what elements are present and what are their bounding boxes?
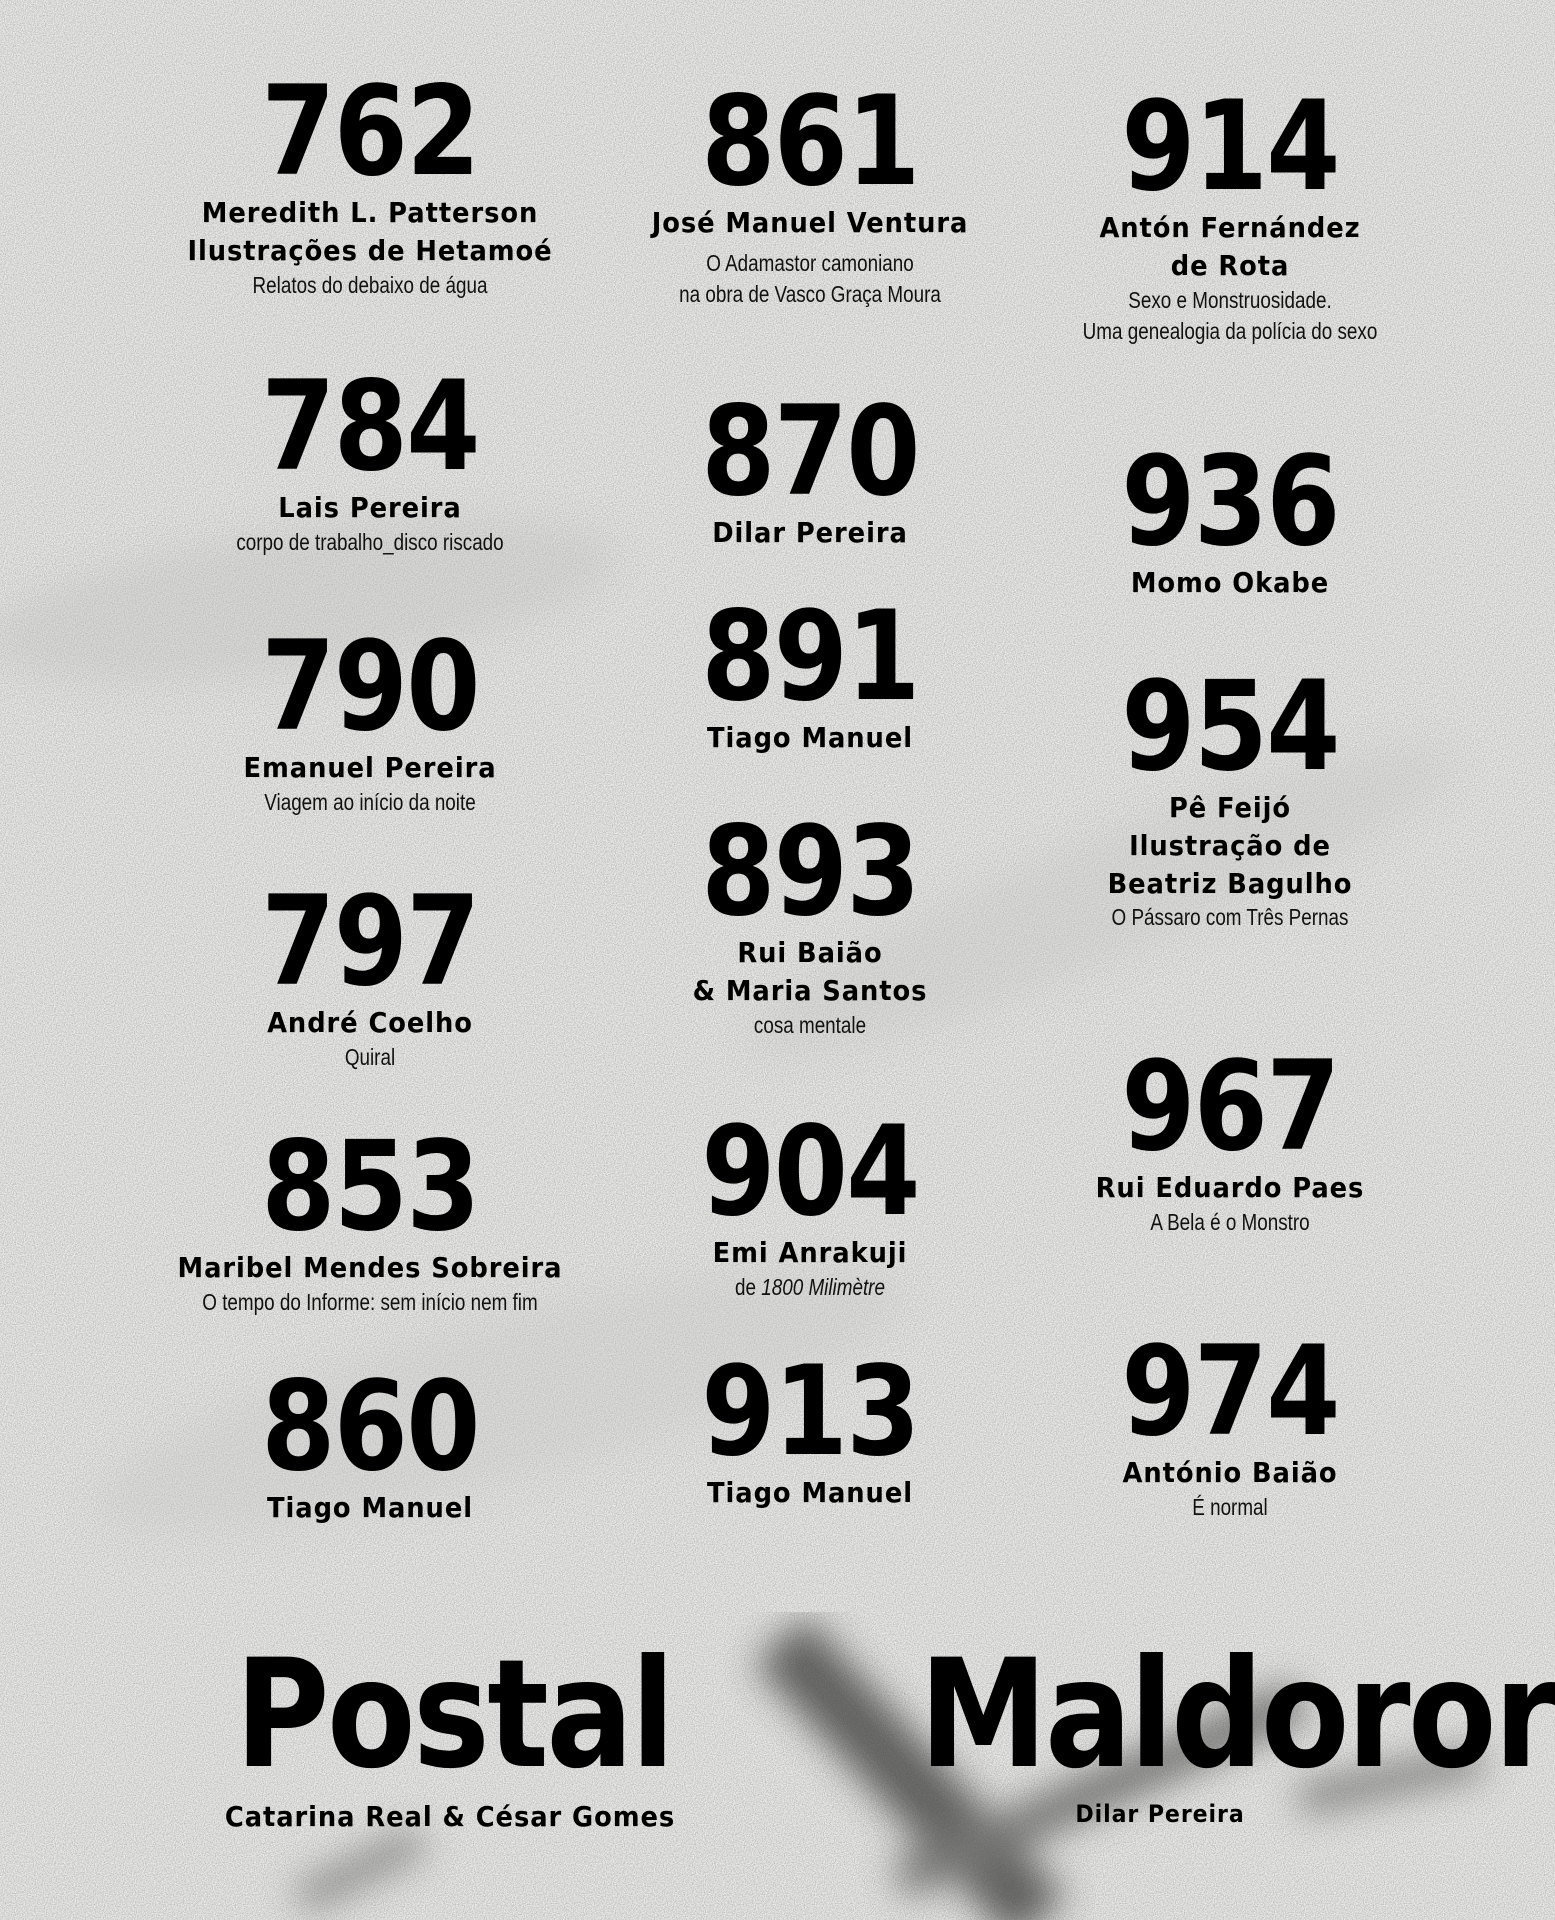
- entry-914[interactable]: [1020, 75, 1440, 347]
- entry-work-title: A Bela é o Monstro: [1150, 1208, 1310, 1235]
- work-prefix: de: [735, 1273, 757, 1300]
- entry-work-title: Viagem ao início da noite: [264, 788, 476, 815]
- entry-author: António Baião: [1122, 1456, 1338, 1489]
- entry-number: 860: [261, 1355, 479, 1499]
- entry-number: 936: [1121, 430, 1339, 574]
- entry-790[interactable]: [160, 615, 580, 818]
- entry-work-title: Sexo e Monstruosidade.: [1128, 286, 1332, 313]
- entry-author-line3: Beatriz Bagulho: [1107, 866, 1353, 900]
- entry-author: Lais Pereira: [278, 491, 462, 524]
- entry-853[interactable]: [160, 1115, 580, 1318]
- entry-author: Rui Baião: [737, 936, 883, 969]
- entry-967[interactable]: [1020, 1035, 1440, 1238]
- entry-work-title: O Pássaro com Três Pernas: [1111, 904, 1349, 931]
- entry-author: Meredith L. Patterson: [201, 196, 539, 229]
- entry-number: 967: [1121, 1035, 1339, 1179]
- entry-work-title: Quiral: [344, 1043, 396, 1070]
- entry-number: 893: [701, 800, 919, 944]
- entry-797[interactable]: [160, 870, 580, 1073]
- entry-number: 913: [701, 1340, 919, 1484]
- entry-974[interactable]: [1020, 1320, 1440, 1523]
- entry-work-title: [638, 1272, 982, 1303]
- entry-author: Rui Eduardo Paes: [1095, 1171, 1365, 1204]
- entry-author: Dilar Pereira: [712, 516, 908, 549]
- entry-author-line2: Ilustração de: [1129, 828, 1331, 862]
- entry-893[interactable]: [600, 800, 1020, 1041]
- entry-author: Emanuel Pereira: [243, 751, 497, 784]
- entry-860[interactable]: [160, 1355, 580, 1527]
- entry-work-title-line2: na obra de Vasco Graça Moura: [679, 280, 941, 307]
- entry-author: André Coelho: [267, 1006, 473, 1039]
- entry-number: 797: [261, 870, 479, 1014]
- entry-number: 861: [701, 70, 919, 214]
- entry-author: Pê Feijó: [1168, 791, 1292, 824]
- entry-author: Momo Okabe: [1130, 566, 1330, 599]
- entry-number: 784: [261, 355, 479, 499]
- entry-891[interactable]: [600, 585, 1020, 757]
- postal-authors: Catarina Real & César Gomes: [224, 1800, 676, 1833]
- entry-author: Tiago Manuel: [707, 721, 913, 754]
- entry-work-title: Relatos do debaixo de água: [252, 271, 488, 298]
- entry-870[interactable]: [600, 380, 1020, 552]
- entry-author: Maribel Mendes Sobreira: [177, 1251, 563, 1284]
- postal-title: Postal: [235, 1628, 673, 1802]
- entry-work-title: corpo de trabalho_disco riscado: [236, 528, 504, 555]
- entry-762[interactable]: [160, 60, 580, 301]
- entry-work-title: É normal: [1192, 1493, 1268, 1520]
- entry-number: 974: [1121, 1320, 1339, 1464]
- entry-work-title: O Adamastor camoniano: [706, 249, 914, 276]
- entry-861[interactable]: [600, 70, 1020, 310]
- entry-author-line2: & Maria Santos: [692, 973, 928, 1007]
- entry-number: 904: [701, 1100, 919, 1244]
- maldoror-author: Dilar Pereira: [1075, 1800, 1245, 1828]
- entry-work-title-line2: Uma genealogia da polícia do sexo: [1082, 317, 1378, 344]
- entry-author: Antón Fernández: [1099, 211, 1361, 244]
- entry-author: Tiago Manuel: [707, 1476, 913, 1509]
- entry-784[interactable]: [160, 355, 580, 558]
- footer-maldoror[interactable]: [880, 1628, 1555, 1830]
- maldoror-title: Maldoror: [919, 1628, 1555, 1802]
- entry-number: 870: [701, 380, 919, 524]
- footer-postal[interactable]: [200, 1628, 700, 1836]
- entry-number: 762: [261, 60, 479, 204]
- entry-work-title: cosa mentale: [753, 1011, 867, 1038]
- entry-number: 790: [261, 615, 479, 759]
- entry-913[interactable]: [600, 1340, 1020, 1512]
- entry-author: José Manuel Ventura: [651, 206, 969, 239]
- entry-number: 914: [1121, 75, 1339, 219]
- entry-number: 853: [261, 1115, 479, 1259]
- entry-author: Tiago Manuel: [267, 1491, 473, 1524]
- entry-work-title: O tempo do Informe: sem início nem fim: [202, 1288, 538, 1315]
- entry-936[interactable]: [1020, 430, 1440, 602]
- entry-author-line2: de Rota: [1170, 248, 1290, 282]
- entry-author: Emi Anrakuji: [712, 1236, 908, 1269]
- entry-author-line2: Ilustrações de Hetamoé: [187, 233, 553, 267]
- work-italic-title: 1800 Milimètre: [761, 1273, 885, 1300]
- entry-number: 891: [701, 585, 919, 729]
- entry-954[interactable]: [1020, 655, 1440, 933]
- entry-number: 954: [1121, 655, 1339, 799]
- entry-904[interactable]: [600, 1100, 1020, 1303]
